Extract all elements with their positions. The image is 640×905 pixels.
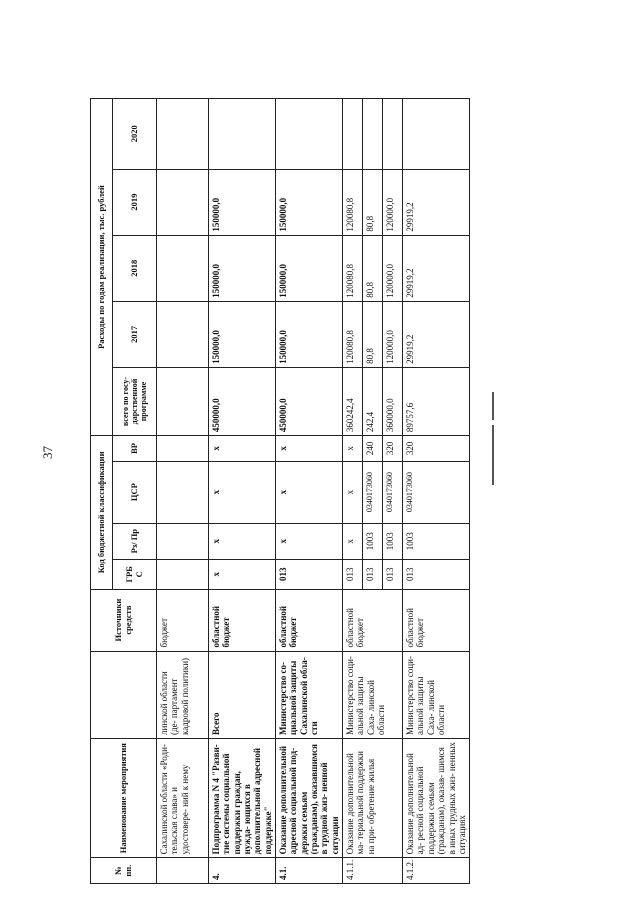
margin-mark bbox=[492, 392, 494, 420]
row-grbs: х bbox=[209, 559, 276, 589]
row-grbs: 013 bbox=[363, 559, 383, 589]
header-vr: ВР bbox=[113, 436, 157, 462]
row-2018: 80,8 bbox=[363, 235, 383, 301]
header-budget-code: Код бюджетной классификации bbox=[91, 436, 113, 590]
row-total: 450000,0 bbox=[209, 367, 276, 435]
header-2017: 2017 bbox=[113, 301, 157, 367]
margin-mark bbox=[492, 425, 494, 485]
row-rzpr: х bbox=[343, 523, 363, 559]
rotated-table-wrapper bbox=[90, 98, 467, 884]
row-name: Оказание дополнительной ад- ресной социальной поддержки семьям (гражданам), оказав- шимся в иных трудных жиз- ненных ситуациях bbox=[403, 738, 470, 857]
row-num: 4.1.1. bbox=[343, 858, 403, 884]
row-2020 bbox=[276, 99, 343, 170]
row-name: Оказание дополнительной ма- териальной поддержки на при- обретение жилья bbox=[343, 738, 403, 857]
row-source: областной бюджет bbox=[209, 589, 276, 651]
row-csr: 0340173060 bbox=[403, 461, 470, 523]
row-total: 450000,0 bbox=[276, 367, 343, 435]
row-executor: Министерство соци- альной защиты Саха- линской области bbox=[403, 651, 470, 738]
row-csr: х bbox=[343, 461, 363, 523]
row-grbs: 013 bbox=[343, 559, 363, 589]
row-vr: х bbox=[343, 436, 363, 462]
row-2019: 120080,8 bbox=[343, 169, 363, 235]
row-2020 bbox=[343, 99, 363, 170]
row-grbs: 013 bbox=[403, 559, 470, 589]
row-grbs bbox=[157, 559, 209, 589]
row-2018: 150000,0 bbox=[209, 235, 276, 301]
header-expenses: Расходы по годам реализации, тыс. рублей bbox=[91, 99, 113, 436]
row-2018: 120080,8 bbox=[343, 235, 363, 301]
row-2020 bbox=[403, 99, 470, 170]
row-2017: 29919,2 bbox=[403, 301, 470, 367]
row-num: 4.1. bbox=[276, 858, 343, 884]
row-rzpr: 1003 bbox=[383, 523, 403, 559]
row-2020 bbox=[383, 99, 403, 170]
row-total: 242,4 bbox=[363, 367, 383, 435]
row-num bbox=[157, 858, 209, 884]
row-csr: х bbox=[209, 461, 276, 523]
row-executor: линской области (де- партамент кадровой политики) bbox=[157, 651, 209, 738]
row-csr: х bbox=[276, 461, 343, 523]
row-total: 360242,4 bbox=[343, 367, 363, 435]
row-2017: 120000,0 bbox=[383, 301, 403, 367]
row-2020 bbox=[363, 99, 383, 170]
header-num: № пп. bbox=[91, 858, 157, 884]
row-2017: 150000,0 bbox=[209, 301, 276, 367]
row-executor: Министерство со- циальной защиты Сахалинской обла- сти bbox=[276, 651, 343, 738]
header-sources: Источники средств bbox=[91, 589, 157, 651]
row-total: 89757,6 bbox=[403, 367, 470, 435]
row-2019: 120000,0 bbox=[383, 169, 403, 235]
row-rzpr: 1003 bbox=[363, 523, 383, 559]
header-grbs: ГРБ С bbox=[113, 559, 157, 589]
row-total bbox=[157, 367, 209, 435]
row-total: 360000,0 bbox=[383, 367, 403, 435]
row-vr: 240 bbox=[363, 436, 383, 462]
row-grbs: 013 bbox=[383, 559, 403, 589]
row-2019: 29919,2 bbox=[403, 169, 470, 235]
row-vr: х bbox=[209, 436, 276, 462]
row-source: областной бюджет bbox=[276, 589, 343, 651]
header-name: Наименование мероприятия bbox=[91, 738, 157, 857]
row-vr: 320 bbox=[403, 436, 470, 462]
row-csr: 0340173060 bbox=[383, 461, 403, 523]
row-source: областной бюджет bbox=[343, 589, 403, 651]
row-name: Сахалинской области «Роди- тельская слава» и удостовере- ний к нему bbox=[157, 738, 209, 857]
row-executor: Всего bbox=[209, 651, 276, 738]
row-2019 bbox=[157, 169, 209, 235]
row-2018: 150000,0 bbox=[276, 235, 343, 301]
row-rzpr: 1003 bbox=[403, 523, 470, 559]
table-row bbox=[343, 99, 363, 884]
budget-table bbox=[90, 98, 470, 884]
header-row-1 bbox=[91, 99, 113, 884]
row-csr: 0340173060 bbox=[363, 461, 383, 523]
row-2019: 150000,0 bbox=[276, 169, 343, 235]
row-vr: 320 bbox=[383, 436, 403, 462]
row-vr bbox=[157, 436, 209, 462]
row-num: 4.1.2. bbox=[403, 858, 470, 884]
page-number: 37 bbox=[40, 446, 55, 459]
header-executor bbox=[91, 651, 157, 738]
row-2018 bbox=[157, 235, 209, 301]
row-2017: 80,8 bbox=[363, 301, 383, 367]
row-source: бюджет bbox=[157, 589, 209, 651]
row-vr: х bbox=[276, 436, 343, 462]
row-2018: 120000,0 bbox=[383, 235, 403, 301]
table-row bbox=[403, 99, 470, 884]
row-grbs: 013 bbox=[276, 559, 343, 589]
row-csr bbox=[157, 461, 209, 523]
row-source: областной бюджет bbox=[403, 589, 470, 651]
row-name: Подпрограмма N 4 "Разви- тие системы социальной поддержки граждан, нужда- ющихся в дополнительной адресной поддержке" bbox=[209, 738, 276, 857]
table-row bbox=[276, 99, 343, 884]
header-rzpr: Рз/ Пр bbox=[113, 523, 157, 559]
row-2020 bbox=[157, 99, 209, 170]
header-2020: 2020 bbox=[113, 99, 157, 170]
row-rzpr bbox=[157, 523, 209, 559]
row-2018: 29919,2 bbox=[403, 235, 470, 301]
table-row bbox=[209, 99, 276, 884]
row-2020 bbox=[209, 99, 276, 170]
header-2019: 2019 bbox=[113, 169, 157, 235]
row-2019: 150000,0 bbox=[209, 169, 276, 235]
header-total: всего по госу- дарственной программе bbox=[113, 367, 157, 435]
table-row bbox=[157, 99, 209, 884]
row-rzpr: х bbox=[276, 523, 343, 559]
row-2017: 150000,0 bbox=[276, 301, 343, 367]
header-csr: ЦСР bbox=[113, 461, 157, 523]
row-rzpr: х bbox=[209, 523, 276, 559]
row-executor: Министерство соци- альной защиты Саха- линской области bbox=[343, 651, 403, 738]
row-num: 4. bbox=[209, 858, 276, 884]
row-2017: 120080,8 bbox=[343, 301, 363, 367]
header-2018: 2018 bbox=[113, 235, 157, 301]
row-2017 bbox=[157, 301, 209, 367]
row-2019: 80,8 bbox=[363, 169, 383, 235]
row-name: Оказание дополнительной адресной социальной под- держки семьям (гражданам), оказавшимся в трудной жиз- ненной ситуации bbox=[276, 738, 343, 857]
